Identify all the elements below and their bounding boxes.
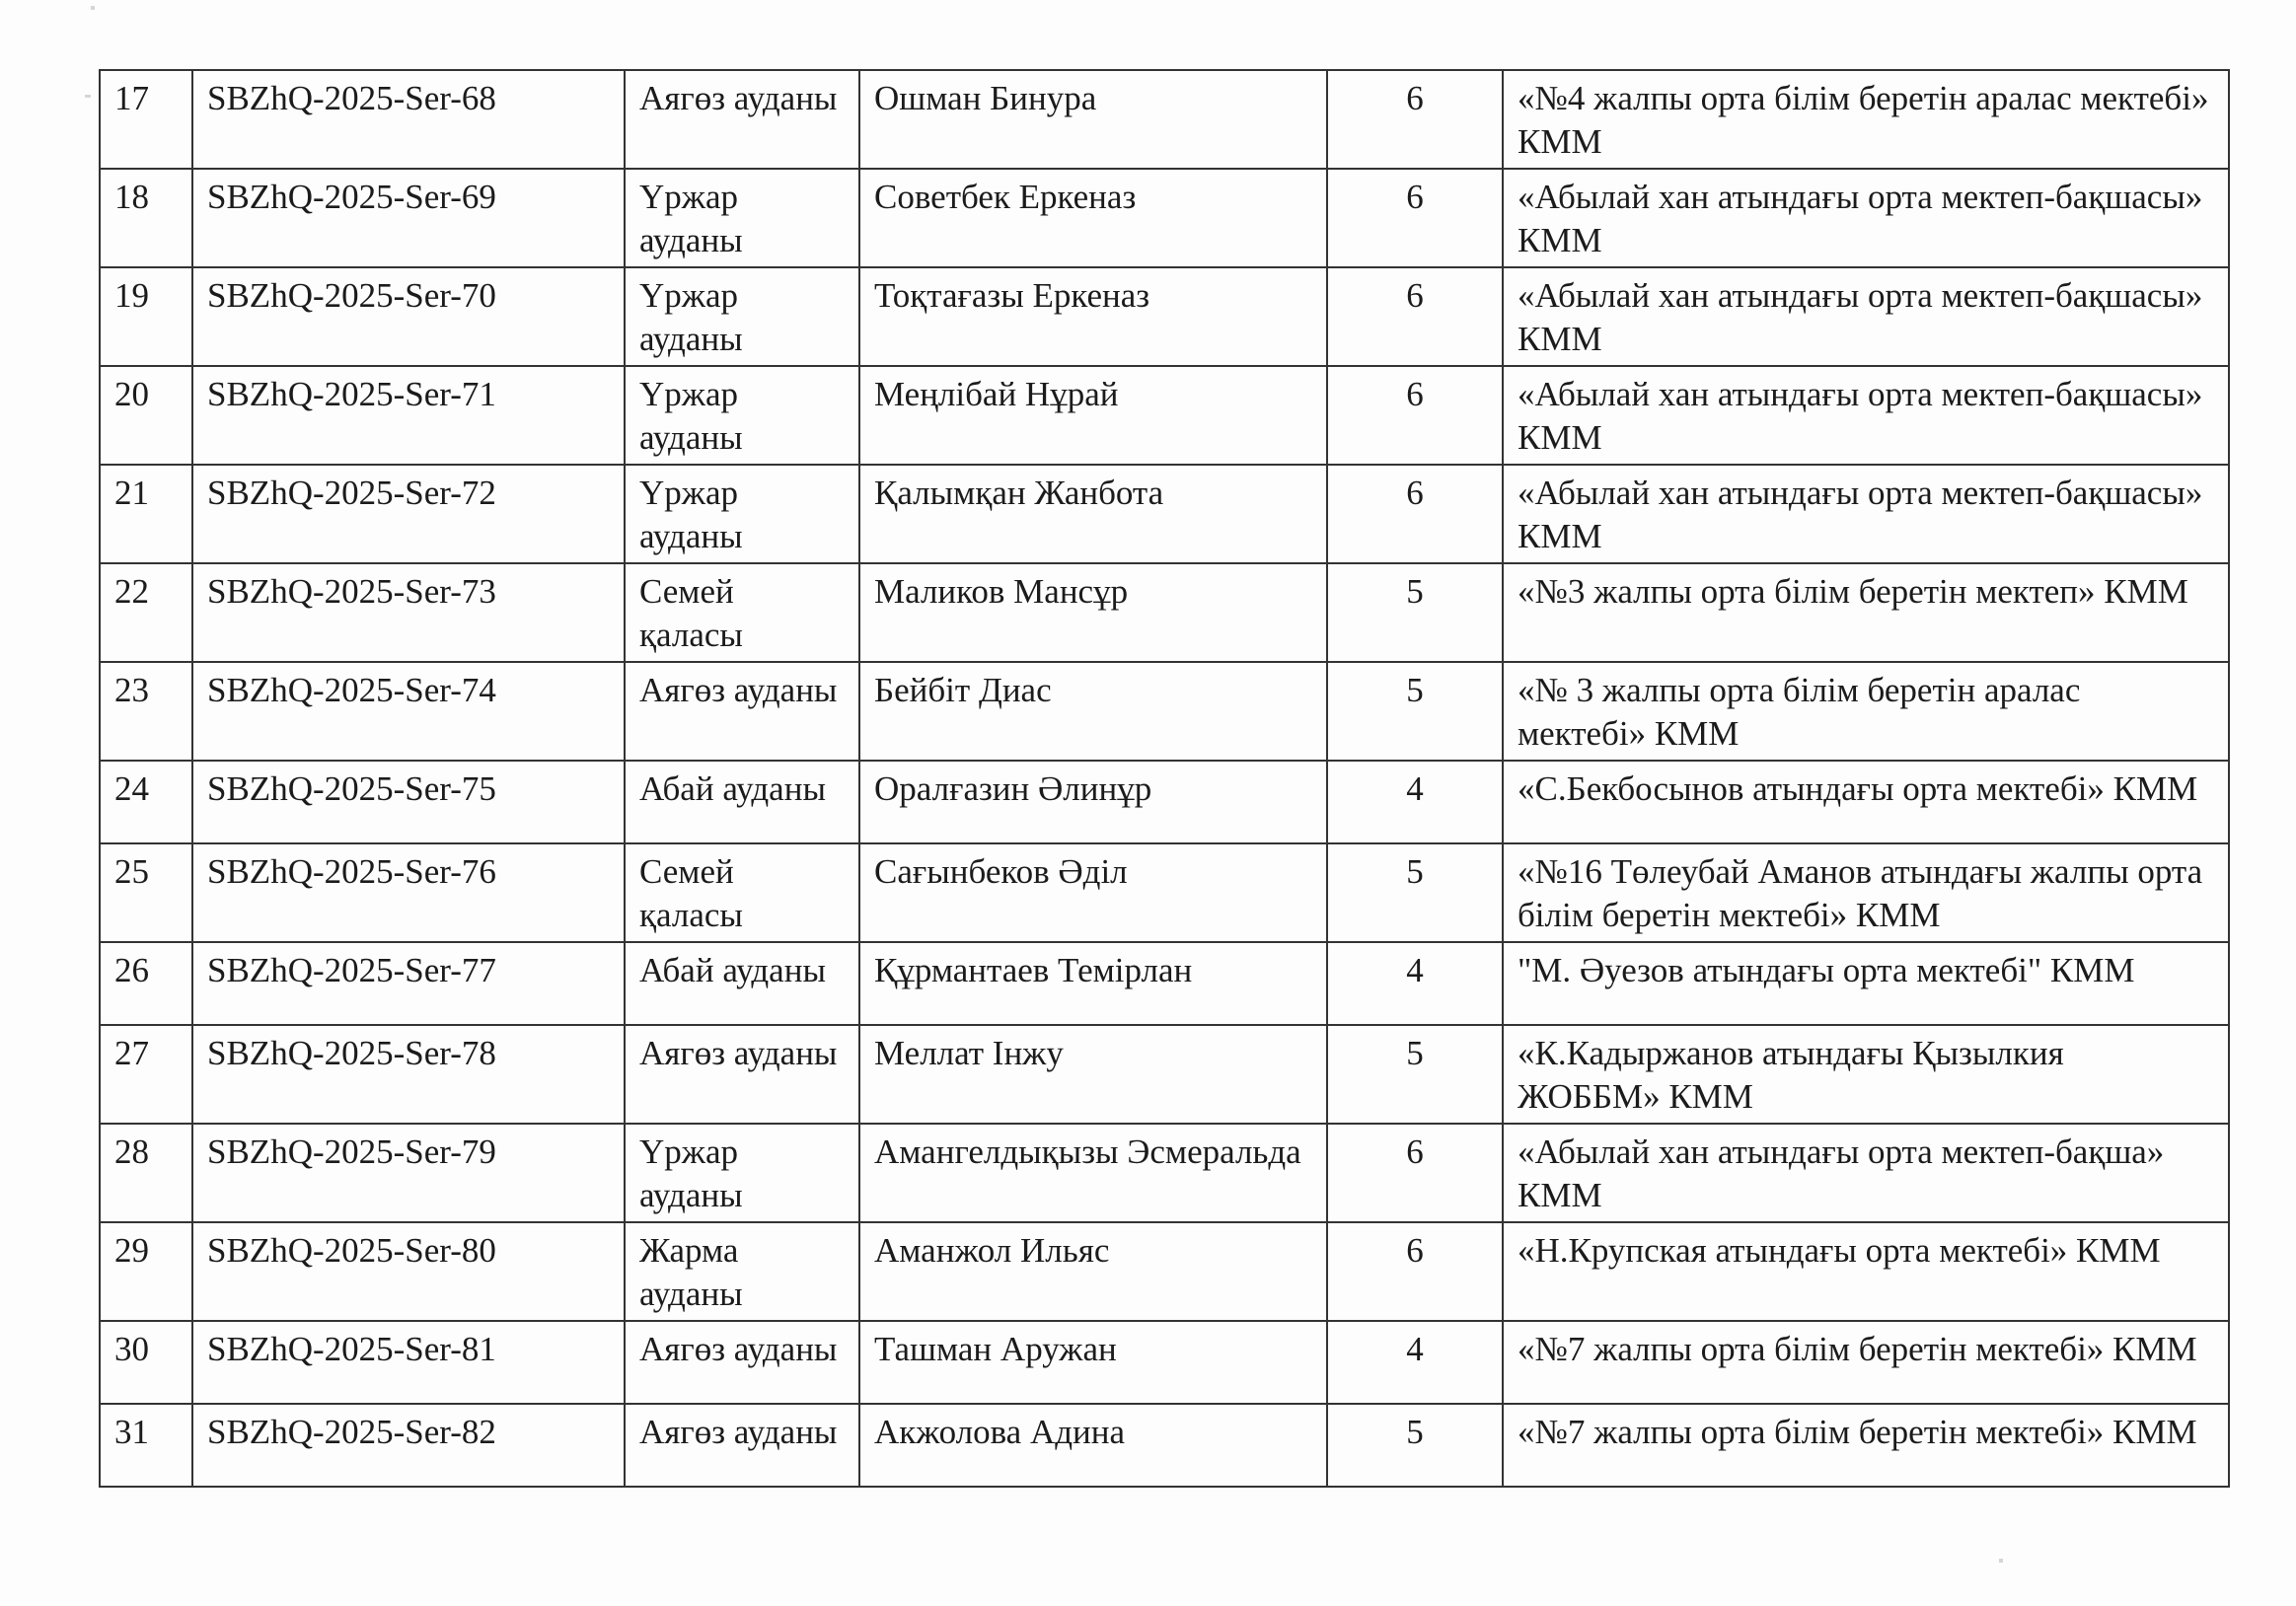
district-name-cell: Аягөз ауданы: [625, 1025, 859, 1124]
participant-name-cell: Советбек Еркеназ: [859, 169, 1327, 267]
participant-code-cell: SBZhQ-2025-Ser-71: [192, 366, 625, 465]
row-number-cell: 30: [100, 1321, 192, 1404]
row-number-cell: 19: [100, 267, 192, 366]
participant-name-cell: Құрмантаев Темірлан: [859, 942, 1327, 1025]
grade-value-cell: 4: [1327, 942, 1503, 1025]
school-name-cell: «Абылай хан атындағы орта мектеп-бақшасы» КММ: [1503, 267, 2229, 366]
district-name-cell: Үржар ауданы: [625, 267, 859, 366]
district-name-cell: Үржар ауданы: [625, 465, 859, 563]
row-number-cell: 25: [100, 843, 192, 942]
table-row: [100, 563, 2229, 662]
grade-value-cell: 6: [1327, 1222, 1503, 1321]
participant-code-cell: SBZhQ-2025-Ser-82: [192, 1404, 625, 1487]
district-name-cell: Семей қаласы: [625, 563, 859, 662]
grade-value-cell: 5: [1327, 843, 1503, 942]
participant-code-cell: SBZhQ-2025-Ser-75: [192, 761, 625, 843]
participant-name-cell: Аманжол Ильяс: [859, 1222, 1327, 1321]
row-number-cell: 21: [100, 465, 192, 563]
grade-value-cell: 5: [1327, 1404, 1503, 1487]
school-name-cell: «С.Бекбосынов атындағы орта мектебі» КММ: [1503, 761, 2229, 843]
scan-speck: [91, 6, 95, 10]
school-name-cell: «Абылай хан атындағы орта мектеп-бақша» КММ: [1503, 1124, 2229, 1222]
participant-code-cell: SBZhQ-2025-Ser-69: [192, 169, 625, 267]
grade-value-cell: 6: [1327, 465, 1503, 563]
participant-code-cell: SBZhQ-2025-Ser-76: [192, 843, 625, 942]
district-name-cell: Үржар ауданы: [625, 169, 859, 267]
table-row: [100, 465, 2229, 563]
participant-code-cell: SBZhQ-2025-Ser-74: [192, 662, 625, 761]
participant-name-cell: Ошман Бинура: [859, 70, 1327, 169]
district-name-cell: Жарма ауданы: [625, 1222, 859, 1321]
school-name-cell: «К.Кадыржанов атындағы Қызылкия ЖОББМ» КММ: [1503, 1025, 2229, 1124]
grade-value-cell: 6: [1327, 267, 1503, 366]
grade-value-cell: 6: [1327, 366, 1503, 465]
participant-code-cell: SBZhQ-2025-Ser-78: [192, 1025, 625, 1124]
district-name-cell: Абай ауданы: [625, 942, 859, 1025]
row-number-cell: 24: [100, 761, 192, 843]
district-name-cell: Үржар ауданы: [625, 366, 859, 465]
participant-name-cell: Сағынбеков Әділ: [859, 843, 1327, 942]
grade-value-cell: 5: [1327, 662, 1503, 761]
grade-value-cell: 5: [1327, 1025, 1503, 1124]
grade-value-cell: 6: [1327, 70, 1503, 169]
row-number-cell: 20: [100, 366, 192, 465]
row-number-cell: 27: [100, 1025, 192, 1124]
table-row: [100, 267, 2229, 366]
row-number-cell: 23: [100, 662, 192, 761]
participants-table: [99, 69, 2230, 1488]
school-name-cell: «№3 жалпы орта білім беретін мектеп» КММ: [1503, 563, 2229, 662]
participant-name-cell: Маликов Мансұр: [859, 563, 1327, 662]
participant-code-cell: SBZhQ-2025-Ser-80: [192, 1222, 625, 1321]
scan-speck: [85, 95, 91, 98]
participant-code-cell: SBZhQ-2025-Ser-68: [192, 70, 625, 169]
participant-code-cell: SBZhQ-2025-Ser-70: [192, 267, 625, 366]
row-number-cell: 22: [100, 563, 192, 662]
table-row: [100, 761, 2229, 843]
participant-name-cell: Ташман Аружан: [859, 1321, 1327, 1404]
table-row: [100, 942, 2229, 1025]
table-row: [100, 662, 2229, 761]
grade-value-cell: 4: [1327, 761, 1503, 843]
school-name-cell: «№4 жалпы орта білім беретін аралас мектебі» КММ: [1503, 70, 2229, 169]
district-name-cell: Аягөз ауданы: [625, 1404, 859, 1487]
participant-code-cell: SBZhQ-2025-Ser-77: [192, 942, 625, 1025]
row-number-cell: 18: [100, 169, 192, 267]
table-row: [100, 169, 2229, 267]
district-name-cell: Аягөз ауданы: [625, 1321, 859, 1404]
participant-name-cell: Амангелдықызы Эсмеральда: [859, 1124, 1327, 1222]
participant-code-cell: SBZhQ-2025-Ser-79: [192, 1124, 625, 1222]
school-name-cell: «Н.Крупская атындағы орта мектебі» КММ: [1503, 1222, 2229, 1321]
table-row: [100, 1222, 2229, 1321]
participant-name-cell: Меллат Інжу: [859, 1025, 1327, 1124]
school-name-cell: «№7 жалпы орта білім беретін мектебі» КММ: [1503, 1404, 2229, 1487]
participant-name-cell: Бейбіт Диас: [859, 662, 1327, 761]
district-name-cell: Аягөз ауданы: [625, 70, 859, 169]
participant-code-cell: SBZhQ-2025-Ser-81: [192, 1321, 625, 1404]
grade-value-cell: 4: [1327, 1321, 1503, 1404]
school-name-cell: «№7 жалпы орта білім беретін мектебі» КММ: [1503, 1321, 2229, 1404]
district-name-cell: Аягөз ауданы: [625, 662, 859, 761]
row-number-cell: 28: [100, 1124, 192, 1222]
school-name-cell: «Абылай хан атындағы орта мектеп-бақшасы» КММ: [1503, 366, 2229, 465]
participant-code-cell: SBZhQ-2025-Ser-73: [192, 563, 625, 662]
participant-name-cell: Қалымқан Жанбота: [859, 465, 1327, 563]
district-name-cell: Үржар ауданы: [625, 1124, 859, 1222]
row-number-cell: 31: [100, 1404, 192, 1487]
row-number-cell: 29: [100, 1222, 192, 1321]
school-name-cell: «№16 Төлеубай Аманов атындағы жалпы орта білім беретін мектебі» КММ: [1503, 843, 2229, 942]
row-number-cell: 17: [100, 70, 192, 169]
district-name-cell: Семей қаласы: [625, 843, 859, 942]
participant-name-cell: Акжолова Адина: [859, 1404, 1327, 1487]
participants-table-body: [100, 70, 2229, 1487]
table-row: [100, 1321, 2229, 1404]
school-name-cell: «№ 3 жалпы орта білім беретін аралас мектебі» КММ: [1503, 662, 2229, 761]
participant-name-cell: Тоқтағазы Еркеназ: [859, 267, 1327, 366]
scan-speck: [1999, 1559, 2003, 1563]
table-row: [100, 366, 2229, 465]
table-row: [100, 70, 2229, 169]
grade-value-cell: 6: [1327, 1124, 1503, 1222]
school-name-cell: "М. Әуезов атындағы орта мектебі" КММ: [1503, 942, 2229, 1025]
school-name-cell: «Абылай хан атындағы орта мектеп-бақшасы» КММ: [1503, 169, 2229, 267]
table-row: [100, 1124, 2229, 1222]
district-name-cell: Абай ауданы: [625, 761, 859, 843]
participant-name-cell: Оралғазин Әлинұр: [859, 761, 1327, 843]
table-row: [100, 843, 2229, 942]
grade-value-cell: 6: [1327, 169, 1503, 267]
participant-name-cell: Меңлібай Нұрай: [859, 366, 1327, 465]
school-name-cell: «Абылай хан атындағы орта мектеп-бақшасы» КММ: [1503, 465, 2229, 563]
participant-code-cell: SBZhQ-2025-Ser-72: [192, 465, 625, 563]
grade-value-cell: 5: [1327, 563, 1503, 662]
table-row: [100, 1404, 2229, 1487]
table-row: [100, 1025, 2229, 1124]
row-number-cell: 26: [100, 942, 192, 1025]
